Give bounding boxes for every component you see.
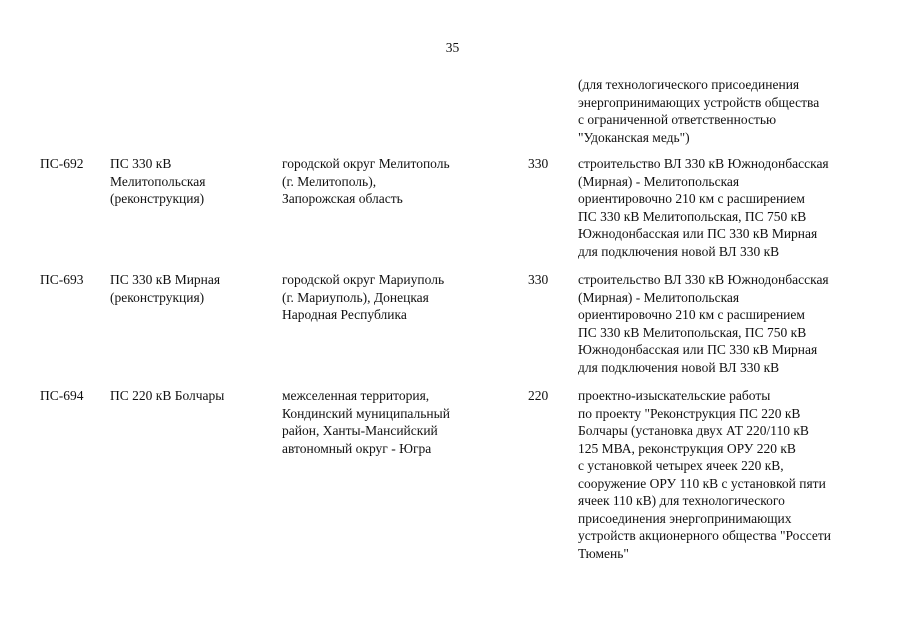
row-substation-name: ПС 330 кВ Мелитопольская (реконструкция) bbox=[110, 156, 206, 206]
row-code: ПС-692 bbox=[40, 156, 84, 171]
row-code: ПС-693 bbox=[40, 272, 84, 287]
row-substation-name: ПС 330 кВ Мирная (реконструкция) bbox=[110, 272, 221, 305]
row-substation-name: ПС 220 кВ Болчары bbox=[110, 388, 225, 403]
row-voltage: 330 bbox=[528, 272, 549, 287]
continued-description: (для технологического присоединения энергопринимающих устройств общества с ограниченной ответственностью "Удоканская медь") bbox=[578, 77, 820, 145]
row-voltage: 330 bbox=[528, 156, 549, 171]
row-description: строительство ВЛ 330 кВ Южнодонбасская (Мирная) - Мелитопольская ориентировочно 210 км с расширением ПС 330 кВ Мелитопольская, ПС 750 кВ Южнодонбасская или ПС 330 кВ Мирная для подключения новой ВЛ 330 кВ bbox=[578, 272, 829, 375]
row-code: ПС-694 bbox=[40, 388, 84, 403]
row-description: проектно-изыскательские работы по проекту "Реконструкция ПС 220 кВ Болчары (установка двух АТ 220/110 кВ 125 МВА, реконструкция ОРУ 220 кВ с установкой четырех ячеек 220 кВ, сооружение ОРУ 110 кВ с установкой пяти ячеек 110 кВ) для технологического присоединения энергопринимающих устройств акционерного общества "Россети Тюмень" bbox=[578, 388, 832, 561]
row-description: строительство ВЛ 330 кВ Южнодонбасская (Мирная) - Мелитопольская ориентировочно 210 км с расширением ПС 330 кВ Мелитопольская, ПС 750 кВ Южнодонбасская или ПС 330 кВ Мирная для подключения новой ВЛ 330 кВ bbox=[578, 156, 829, 259]
row-location: межселенная территория, Кондинский муниципальный район, Ханты-Мансийский автономный округ - Югра bbox=[282, 388, 450, 456]
row-location: городской округ Мелитополь (г. Мелитополь), Запорожская область bbox=[282, 156, 450, 206]
row-voltage: 220 bbox=[528, 388, 549, 403]
row-location: городской округ Мариуполь (г. Мариуполь), Донецкая Народная Республика bbox=[282, 272, 445, 322]
page-number: 35 bbox=[445, 40, 460, 55]
